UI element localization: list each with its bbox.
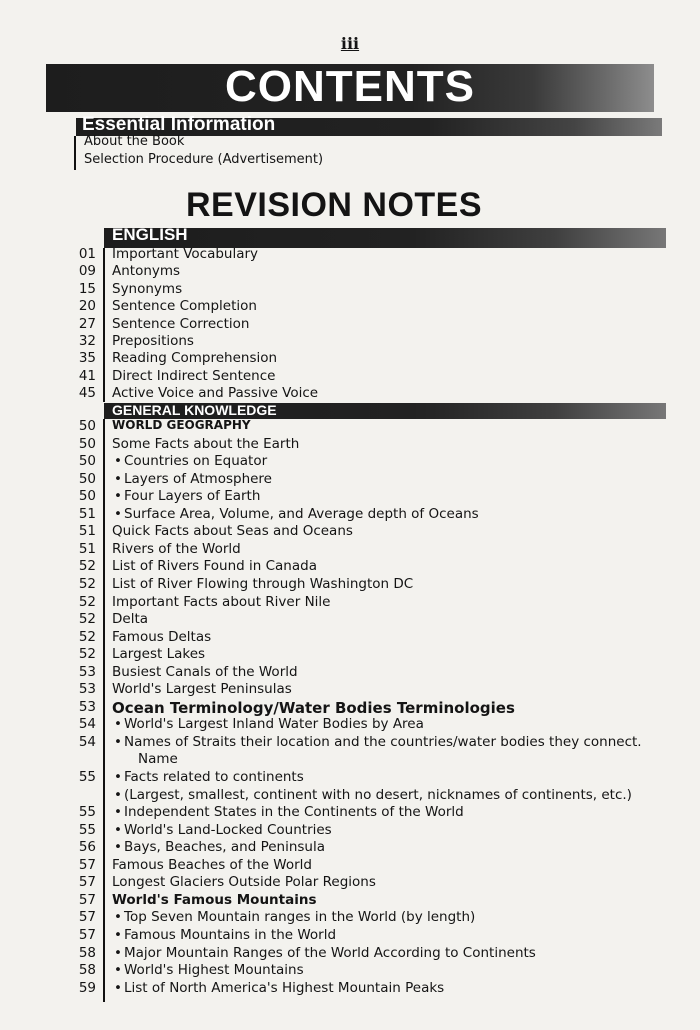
entry-title: • Independent States in the Continents of the World <box>124 804 464 820</box>
gk-item <box>0 927 700 945</box>
page-ref: 54 <box>78 733 96 750</box>
page-ref: 56 <box>78 839 96 856</box>
revision-notes-heading: REVISION NOTES <box>185 186 483 224</box>
entry-title: Delta <box>112 611 149 628</box>
entry-title: Quick Facts about Seas and Oceans <box>112 523 353 540</box>
entry-title: • List of North America's Highest Mountain Peaks <box>124 980 444 996</box>
entry-title: • Surface Area, Volume, and Average depth of Oceans <box>124 506 479 522</box>
gk-item <box>0 541 700 559</box>
page-ref: 57 <box>78 891 96 908</box>
entry-title: Synonyms <box>112 280 183 297</box>
gk-item <box>0 646 700 664</box>
gk-item <box>0 699 700 717</box>
entry-title: Active Voice and Passive Voice <box>112 385 319 402</box>
english-item <box>0 350 700 368</box>
gk-item <box>0 594 700 612</box>
gk-item <box>0 681 700 699</box>
gk-heading: GENERAL KNOWLEDGE <box>112 402 277 418</box>
entry-title: Antonyms <box>112 263 181 280</box>
entry-title: Rivers of the World <box>112 540 241 557</box>
gk-item <box>0 488 700 506</box>
page-ref: 52 <box>78 575 96 592</box>
gk-item <box>0 629 700 647</box>
page-ref: 52 <box>78 628 96 645</box>
entry-title: World's Famous Mountains <box>112 891 317 908</box>
gk-item <box>0 611 700 629</box>
english-item <box>0 281 700 299</box>
english-item <box>0 385 700 403</box>
entry-title: • Major Mountain Ranges of the World According to Continents <box>124 945 536 961</box>
english-item <box>0 333 700 351</box>
gk-item <box>0 962 700 980</box>
page-ref: 57 <box>78 909 96 926</box>
page-ref: 55 <box>78 769 96 785</box>
page-ref: 51 <box>78 540 96 557</box>
entry-title: Ocean Terminology/Water Bodies Terminologies <box>112 698 515 717</box>
page-ref: 58 <box>78 944 96 961</box>
gk-item <box>0 436 700 454</box>
page-ref: 59 <box>78 979 96 996</box>
entry-title: Important Vocabulary <box>112 246 259 262</box>
gk-item <box>0 909 700 927</box>
page-number: iii <box>340 34 360 53</box>
entry-title: Selection Procedure (Advertisement) <box>84 152 324 167</box>
entry-title: Famous Beaches of the World <box>112 856 312 873</box>
page-ref: 57 <box>78 926 96 943</box>
gk-item <box>0 980 700 998</box>
page-ref: 57 <box>78 874 96 891</box>
page-ref: 45 <box>78 385 96 402</box>
page-ref: 32 <box>78 333 96 349</box>
entry-title: • World's Land-Locked Countries <box>124 822 332 838</box>
essential-heading: Essential Information <box>82 114 276 135</box>
page-ref: 35 <box>78 350 96 367</box>
gk-item <box>0 945 700 963</box>
english-banner <box>104 228 666 248</box>
gk-item <box>0 892 700 910</box>
gk-item <box>0 453 700 471</box>
page-ref: 15 <box>78 280 96 297</box>
entry-title: Some Facts about the Earth <box>112 435 300 452</box>
entry-title: Famous Deltas <box>112 628 212 645</box>
entry-title: Largest Lakes <box>112 646 206 663</box>
gk-item <box>0 874 700 892</box>
page-ref: 50 <box>78 435 96 452</box>
page-ref: 54 <box>78 716 96 733</box>
gk-item <box>0 576 700 594</box>
page-ref: 50 <box>78 470 96 487</box>
entry-title: Direct Indirect Sentence <box>112 367 276 384</box>
page-ref: 53 <box>78 681 96 698</box>
entry-title: • Top Seven Mountain ranges in the World (by length) <box>124 909 475 925</box>
page-ref: 27 <box>78 315 96 332</box>
page-ref: 53 <box>78 698 96 715</box>
entry-title: • Bays, Beaches, and Peninsula <box>124 839 325 855</box>
entry-title: Important Facts about River Nile <box>112 593 331 610</box>
gk-item <box>0 716 700 734</box>
page-ref: 55 <box>78 804 96 821</box>
entry-title: Name <box>138 751 178 768</box>
page-ref: 52 <box>78 646 96 663</box>
entry-title: • Layers of Atmosphere <box>124 471 272 487</box>
page-ref: 51 <box>78 505 96 522</box>
entry-title: • Four Layers of Earth <box>124 488 260 504</box>
page-ref: 58 <box>78 962 96 979</box>
english-item <box>0 263 700 281</box>
page-ref: 50 <box>78 418 96 434</box>
english-item <box>0 298 700 316</box>
page-ref: 53 <box>78 663 96 680</box>
gk-item <box>0 787 700 805</box>
page-ref: 50 <box>78 453 96 470</box>
page-ref: 50 <box>78 488 96 505</box>
entry-title: WORLD GEOGRAPHY <box>112 418 251 432</box>
entry-title: • Names of Straits their location and the countries/water bodies they connect. <box>124 734 642 750</box>
entry-title: • World's Highest Mountains <box>124 962 304 978</box>
gk-item <box>0 506 700 524</box>
entry-title: Prepositions <box>112 333 194 349</box>
page-ref: 51 <box>78 523 96 540</box>
gk-item <box>0 418 700 436</box>
page-ref: 52 <box>78 558 96 575</box>
essential-rule <box>74 136 76 170</box>
page-ref: 57 <box>78 856 96 873</box>
entry-title: • Famous Mountains in the World <box>124 927 336 943</box>
entry-title: Busiest Canals of the World <box>112 663 298 680</box>
entry-title: • (Largest, smallest, continent with no desert, nicknames of continents, etc.) <box>124 787 632 803</box>
gk-item <box>0 839 700 857</box>
page-ref: 52 <box>78 593 96 610</box>
page-ref: 01 <box>78 246 96 262</box>
english-item <box>0 316 700 334</box>
entry-title: List of Rivers Found in Canada <box>112 558 317 575</box>
contents-title: CONTENTS <box>225 62 475 111</box>
gk-item <box>0 664 700 682</box>
gk-item <box>0 857 700 875</box>
english-item <box>0 368 700 386</box>
entry-title: Reading Comprehension <box>112 350 278 367</box>
entry-title: Sentence Correction <box>112 315 250 332</box>
entry-title: • World's Largest Inland Water Bodies by Area <box>124 716 424 732</box>
gk-item <box>0 471 700 489</box>
gk-item <box>0 822 700 840</box>
page-ref: 55 <box>78 821 96 838</box>
entry-title: • Countries on Equator <box>124 453 267 469</box>
entry-title: Longest Glaciers Outside Polar Regions <box>112 874 376 891</box>
english-heading: ENGLISH <box>112 225 188 244</box>
gk-item <box>0 804 700 822</box>
page-ref: 20 <box>78 298 96 315</box>
english-item <box>0 246 700 264</box>
page-ref: 41 <box>78 367 96 384</box>
entry-title: List of River Flowing through Washington DC <box>112 575 414 592</box>
entry-title: About the Book <box>84 134 185 149</box>
gk-item <box>0 523 700 541</box>
gk-item <box>0 734 700 752</box>
entry-title: Sentence Completion <box>112 298 257 315</box>
entry-title: World's Largest Peninsulas <box>112 681 292 698</box>
page-ref: 09 <box>78 263 96 280</box>
page-ref: 52 <box>78 611 96 628</box>
gk-item <box>0 558 700 576</box>
gk-item <box>0 751 700 769</box>
gk-item <box>0 769 700 787</box>
entry-title: • Facts related to continents <box>124 769 304 785</box>
